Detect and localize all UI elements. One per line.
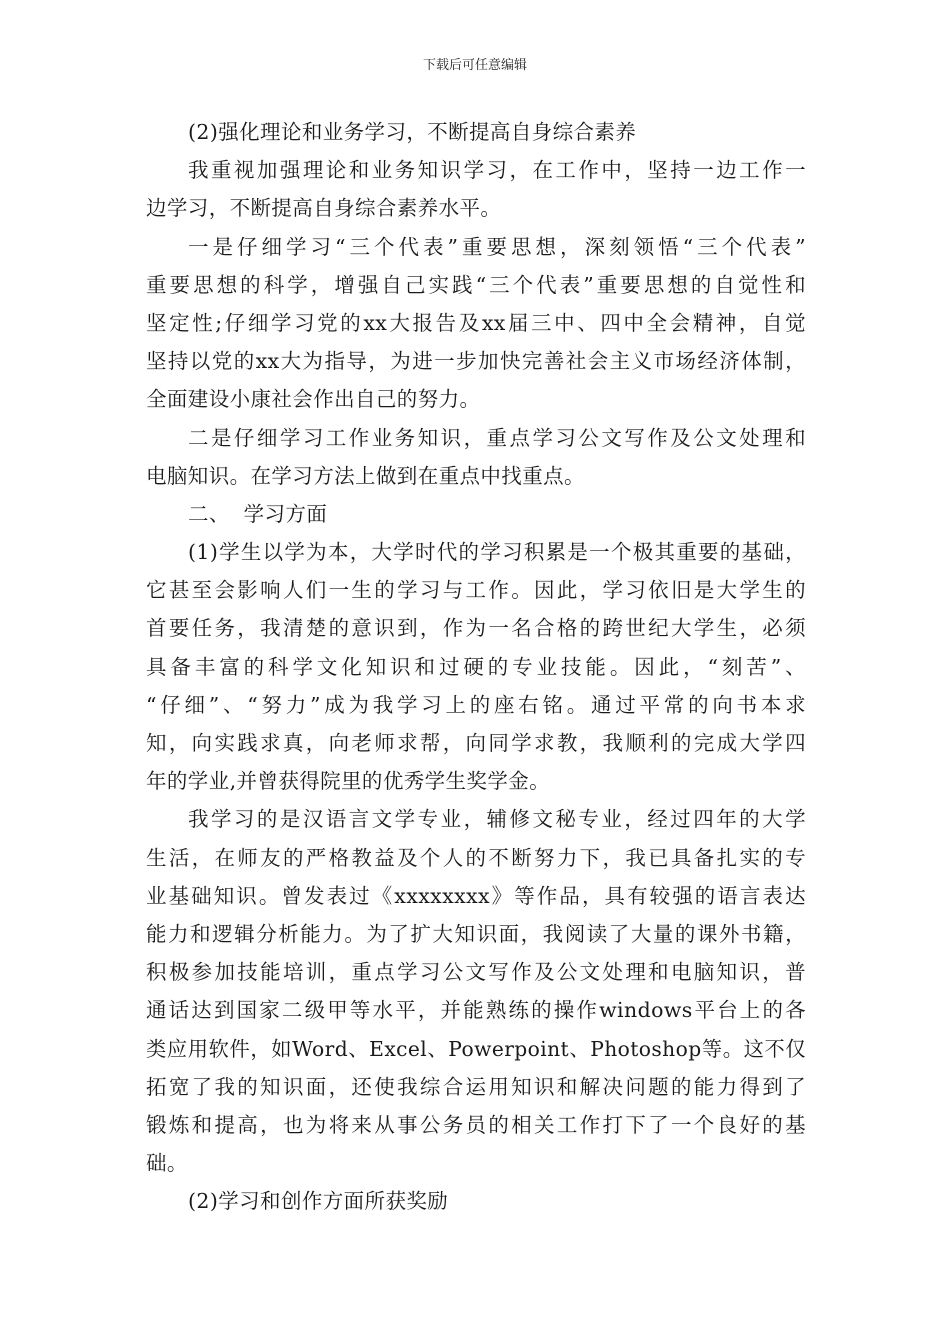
paragraph-line: 具备丰富的科学文化知识和过硬的专业技能。因此，“刻苦”、 (146, 654, 806, 679)
paragraph-line: 我学习的是汉语言文学专业，辅修文秘专业，经过四年的大学 (188, 807, 806, 832)
paragraph-line: 锻炼和提高，也为将来从事公务员的相关工作打下了一个良好的基 (146, 1112, 806, 1137)
document-body (146, 113, 806, 1220)
paragraph-line: 二是仔细学习工作业务知识，重点学习公文写作及公文处理和 (188, 425, 806, 450)
paragraph-line: 类应用软件，如Word、Excel、Powerpoint、Photoshop等。这不仅 (146, 1036, 806, 1061)
paragraph-line: 坚定性;仔细学习党的xx大报告及xx届三中、四中全会精神，自觉 (146, 310, 806, 335)
paragraph-line: 边学习，不断提高自身综合素养水平。 (146, 196, 502, 221)
paragraph-line: 一是仔细学习“三个代表”重要思想，深刻领悟“三个代表” (188, 234, 806, 259)
paragraph-line: 重要思想的科学，增强自己实践“三个代表”重要思想的自觉性和 (146, 272, 806, 297)
paragraph-line: 能力和逻辑分析能力。为了扩大知识面，我阅读了大量的课外书籍， (146, 921, 806, 946)
paragraph-line: (2)学习和创作方面所获奖励 (188, 1189, 449, 1214)
paragraph-line: 坚持以党的xx大为指导，为进一步加快完善社会主义市场经济体制， (146, 349, 806, 374)
page-header: 下载后可任意编辑 (422, 58, 527, 73)
paragraph-line: 拓宽了我的知识面，还使我综合运用知识和解决问题的能力得到了 (146, 1074, 806, 1099)
paragraph-line: 业基础知识。曾发表过《xxxxxxxx》等作品，具有较强的语言表达 (146, 883, 806, 908)
paragraph-line: (2)强化理论和业务学习，不断提高自身综合素养 (188, 120, 637, 144)
paragraph-line: (1)学生以学为本，大学时代的学习积累是一个极其重要的基础， (188, 540, 806, 565)
paragraph-line: 积极参加技能培训，重点学习公文写作及公文处理和电脑知识，普 (146, 960, 806, 985)
paragraph-line: 全面建设小康社会作出自己的努力。 (146, 387, 481, 412)
paragraph-line: 通话达到国家二级甲等水平，并能熟练的操作windows平台上的各 (146, 998, 806, 1023)
paragraph-line: 电脑知识。在学习方法上做到在重点中找重点。 (146, 463, 585, 488)
paragraph-line: 生活，在师友的严格教益及个人的不断努力下，我已具备扎实的专 (146, 845, 806, 870)
paragraph-line: 知，向实践求真，向老师求帮，向同学求教，我顺利的完成大学四 (146, 731, 806, 755)
paragraph-line: 我重视加强理论和业务知识学习，在工作中，坚持一边工作一 (188, 158, 806, 183)
paragraph-line: 年的学业,并曾获得院里的优秀学生奖学金。 (146, 769, 551, 794)
paragraph-line: 础。 (146, 1151, 188, 1176)
section-heading: 二、 学习方面 (188, 501, 328, 526)
paragraph-line: 它甚至会影响人们一生的学习与工作。因此，学习依旧是大学生的 (146, 578, 806, 603)
paragraph-line: 首要任务，我清楚的意识到，作为一名合格的跨世纪大学生，必须 (146, 616, 806, 641)
paragraph-line: “仔细”、“努力”成为我学习上的座右铭。通过平常的向书本求 (146, 692, 806, 717)
